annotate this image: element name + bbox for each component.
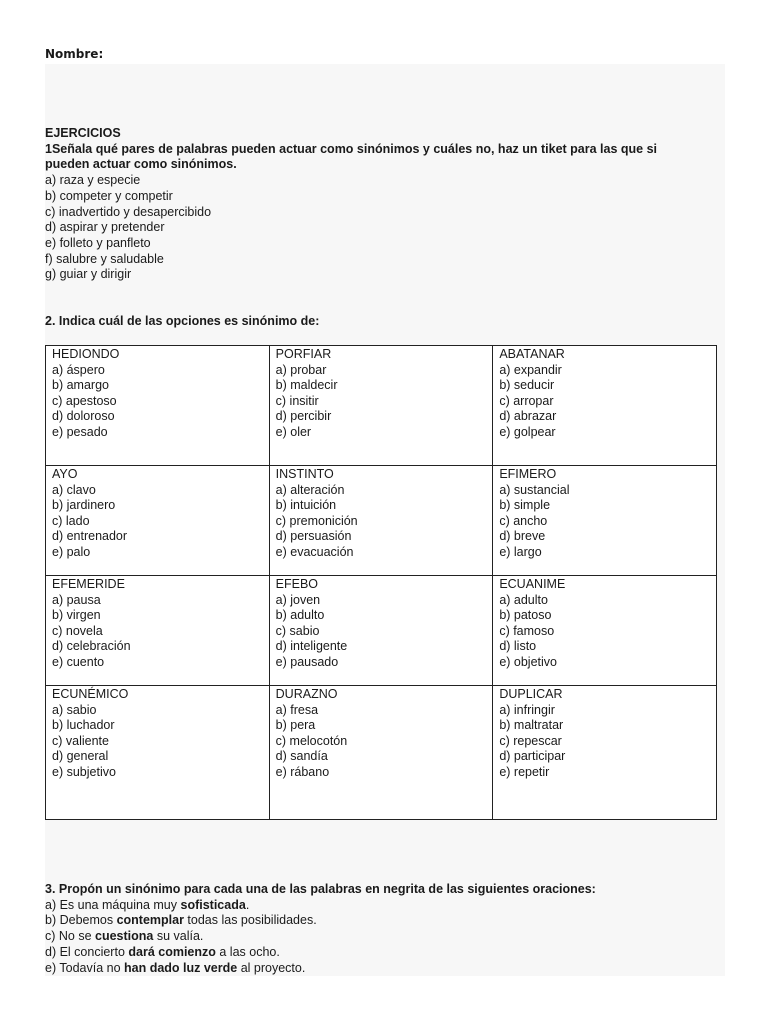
cell-word: PORFIAR [275, 347, 332, 361]
cell-option: e) subjetivo [52, 764, 116, 779]
cell-option: a) fresa [275, 702, 319, 717]
exercise-2-heading: 2. Indica cuál de las opciones es sinónimo de: [45, 314, 320, 328]
sentence [45, 961, 715, 977]
sentence-text: . [245, 897, 250, 912]
table-cell [46, 466, 270, 576]
sentence-text: a las ocho. [215, 944, 280, 959]
sentence-text: todas las posibilidades. [183, 913, 317, 928]
cell-option: a) probar [275, 362, 327, 377]
cell-option: c) lado [52, 513, 90, 528]
list-item: a) raza y especie [45, 173, 141, 188]
cell-option: b) intuición [275, 498, 337, 513]
cell-option: e) cuento [52, 654, 105, 669]
exercise-2-title [45, 314, 715, 330]
sentence [45, 898, 715, 914]
cell-option: c) melocotón [275, 733, 348, 748]
table-cell [46, 686, 270, 820]
cell-option: d) general [52, 749, 109, 764]
cell-option: a) infringir [499, 702, 555, 717]
cell-word: DURAZNO [275, 687, 338, 701]
table-cell [493, 686, 717, 820]
cell-word: ECUNÉMICO [52, 687, 129, 701]
cell-option: c) sabio [275, 623, 320, 638]
table-cell [46, 576, 270, 686]
cell-option: a) sustancial [499, 482, 570, 497]
exercise-1-instruction-line-2: pueden actuar como sinónimos. [45, 157, 237, 172]
cell-option: b) pera [275, 718, 316, 733]
cell-option: c) famoso [499, 623, 555, 638]
cell-option: b) patoso [499, 608, 552, 623]
exercise-3 [45, 882, 715, 976]
cell-word: HEDIONDO [52, 347, 120, 361]
table-cell [493, 576, 717, 686]
sentence [45, 913, 715, 929]
cell-option: e) pesado [52, 424, 108, 439]
cell-option: a) áspero [52, 362, 105, 377]
list-item: e) folleto y panfleto [45, 235, 151, 250]
cell-option: c) insitir [275, 393, 319, 408]
list-item: b) competer y competir [45, 188, 173, 203]
synonym-table [45, 345, 717, 820]
exercises-heading: EJERCICIOS [45, 126, 121, 140]
cell-option: d) percibir [275, 409, 332, 424]
cell-option: d) inteligente [275, 639, 348, 654]
cell-option: e) evacuación [275, 544, 354, 559]
cell-option: a) joven [275, 592, 321, 607]
bold-word: han dado luz verde [124, 960, 238, 975]
table-cell [493, 346, 717, 466]
cell-option: a) alteración [275, 482, 345, 497]
cell-option: d) participar [499, 749, 566, 764]
cell-option: d) persuasión [275, 529, 352, 544]
cell-option: a) clavo [52, 482, 96, 497]
cell-option: b) virgen [52, 608, 101, 623]
exercise-1 [45, 126, 715, 283]
cell-option: c) arropar [499, 393, 554, 408]
exercise-1-instruction-line-1: 1Señala qué pares de palabras pueden actuar como sinónimos y cuáles no, haz un tiket para las que si [45, 141, 658, 156]
cell-option: a) adulto [499, 592, 548, 607]
table-row [46, 686, 717, 820]
cell-word: EFEBO [275, 577, 319, 591]
cell-option: b) maldecir [275, 378, 338, 393]
cell-option: c) repescar [499, 733, 562, 748]
cell-option: a) sabio [52, 702, 97, 717]
table-row [46, 466, 717, 576]
name-label: Nombre: [45, 47, 104, 61]
table-cell [46, 346, 270, 466]
cell-option: b) adulto [275, 608, 325, 623]
cell-option: e) repetir [499, 764, 550, 779]
table-cell [269, 686, 493, 820]
list-item: d) aspirar y pretender [45, 220, 165, 235]
cell-word: EFEMERIDE [52, 577, 125, 591]
table-cell [269, 466, 493, 576]
cell-word: INSTINTO [275, 467, 334, 481]
list-item: g) guiar y dirigir [45, 267, 132, 282]
cell-option: b) jardinero [52, 498, 116, 513]
cell-word: ABATANAR [499, 347, 565, 361]
cell-word: DUPLICAR [499, 687, 563, 701]
exercise-3-heading: 3. Propón un sinónimo para cada una de las palabras en negrita de las siguientes oraciones: [45, 882, 596, 896]
table-row [46, 346, 717, 466]
cell-option: e) rábano [275, 764, 330, 779]
sentence-text: e) Todavía no [45, 960, 124, 975]
cell-option: e) oler [275, 424, 312, 439]
cell-option: b) amargo [52, 378, 109, 393]
table-cell [269, 576, 493, 686]
cell-option: c) premonición [275, 513, 358, 528]
bold-word: sofisticada [180, 897, 246, 912]
table-row [46, 576, 717, 686]
cell-option: d) doloroso [52, 409, 115, 424]
cell-option: a) expandir [499, 362, 562, 377]
cell-word: ECUANIME [499, 577, 566, 591]
cell-option: c) valiente [52, 733, 109, 748]
cell-option: e) largo [499, 544, 542, 559]
sentence-text: a) Es una máquina muy [45, 897, 181, 912]
bold-word: cuestiona [95, 929, 154, 944]
bold-word: dará comienzo [128, 944, 216, 959]
sentence [45, 945, 715, 961]
cell-option: e) objetivo [499, 654, 557, 669]
sentence-text: c) No se [45, 929, 96, 944]
cell-option: d) breve [499, 529, 546, 544]
cell-option: d) celebración [52, 639, 131, 654]
table-cell [269, 346, 493, 466]
cell-option: b) simple [499, 498, 551, 513]
cell-option: c) novela [52, 623, 103, 638]
cell-word: EFIMERO [499, 467, 557, 481]
cell-option: c) ancho [499, 513, 548, 528]
cell-option: b) seducir [499, 378, 555, 393]
cell-option: e) pausado [275, 654, 339, 669]
cell-option: b) maltratar [499, 718, 564, 733]
cell-option: d) listo [499, 639, 537, 654]
table-cell [493, 466, 717, 576]
cell-option: d) abrazar [499, 409, 557, 424]
sentence-text: su valía. [153, 929, 204, 944]
sentence-text: b) Debemos [45, 913, 117, 928]
cell-option: d) entrenador [52, 529, 128, 544]
cell-option: a) pausa [52, 592, 101, 607]
sentence [45, 929, 715, 945]
cell-option: d) sandía [275, 749, 328, 764]
cell-word: AYO [52, 467, 78, 481]
sentence-text: al proyecto. [237, 960, 306, 975]
cell-option: e) palo [52, 544, 91, 559]
bold-word: contemplar [116, 913, 184, 928]
list-item: c) inadvertido y desapercibido [45, 204, 212, 219]
cell-option: c) apestoso [52, 393, 117, 408]
list-item: f) salubre y saludable [45, 251, 164, 266]
sentence-text: d) El concierto [45, 944, 129, 959]
cell-option: e) golpear [499, 424, 556, 439]
cell-option: b) luchador [52, 718, 115, 733]
